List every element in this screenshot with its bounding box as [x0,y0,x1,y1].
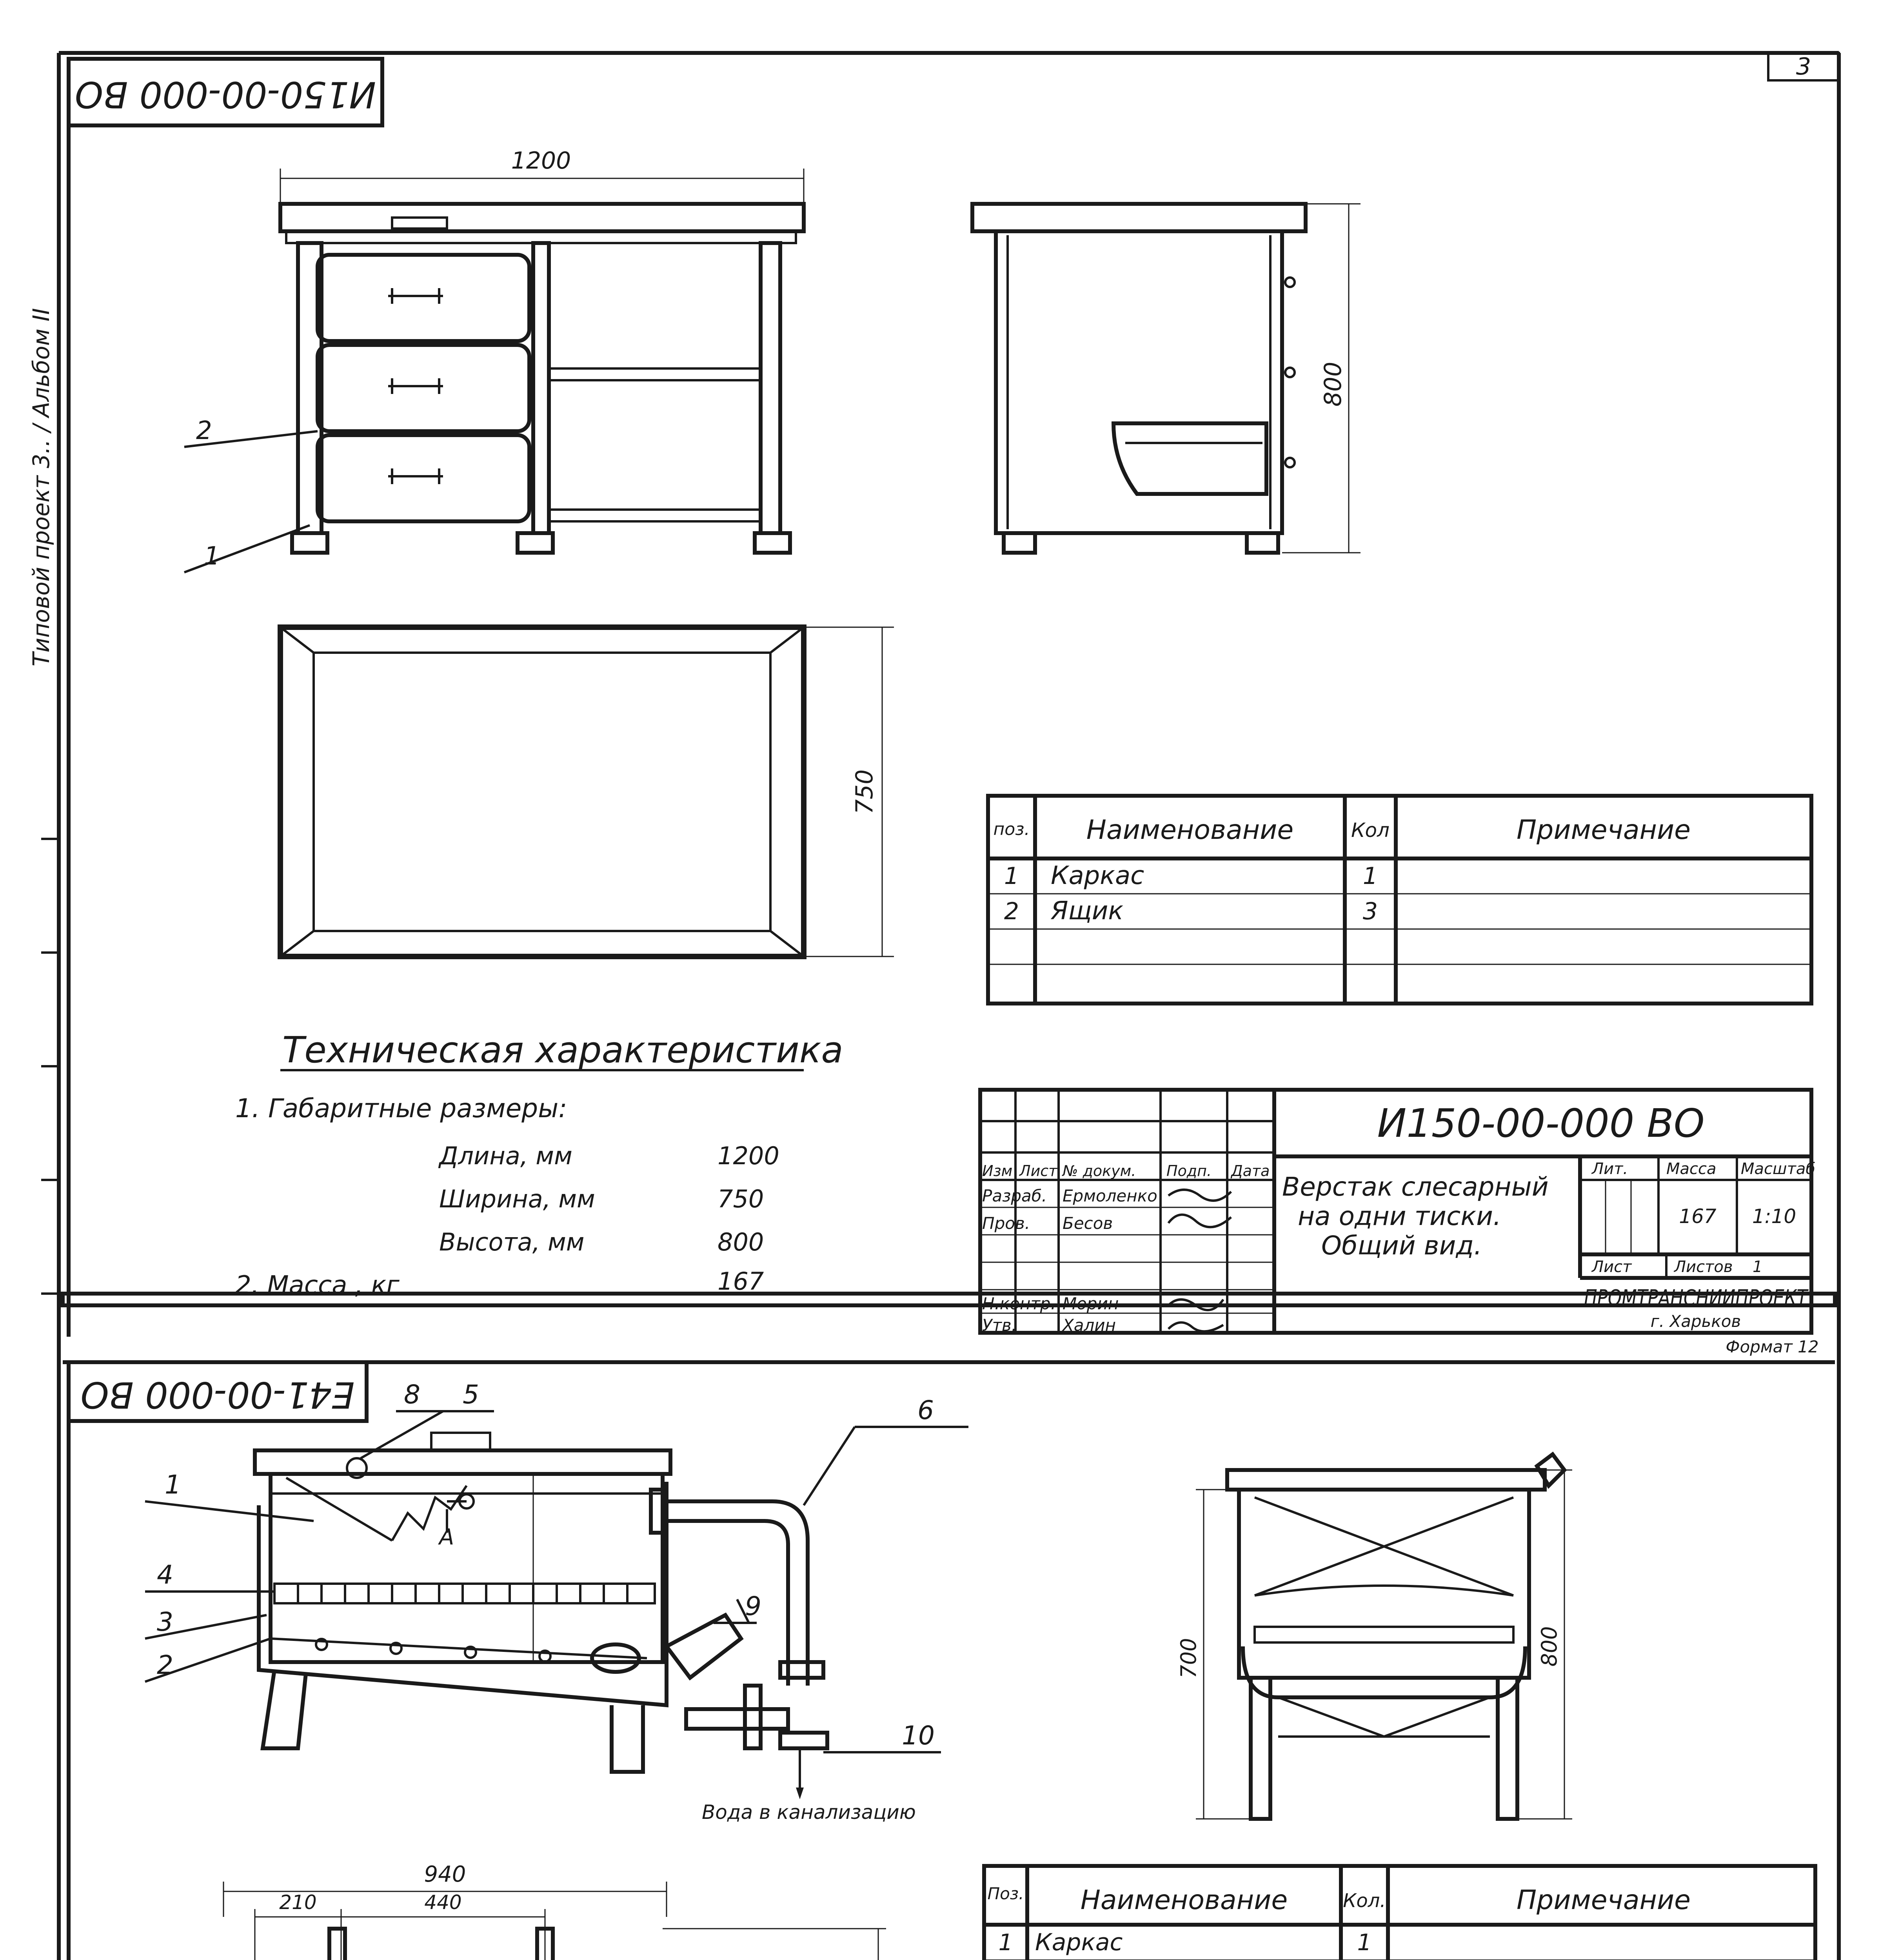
callout-1: 1 [204,542,220,571]
svg-text:9: 9 [745,1591,761,1621]
top-code-stamp [69,59,382,125]
svg-text:Общий вид.: Общий вид. [1321,1230,1482,1261]
svg-text:3: 3 [157,1607,173,1637]
svg-text:6: 6 [917,1395,934,1425]
svg-text:Н.контр.: Н.контр. [982,1294,1056,1313]
top-drawing [63,59,1835,1356]
svg-text:Поз.: Поз. [987,1884,1024,1903]
svg-text:1: 1 [1004,862,1019,890]
dim-width: 750 [851,769,878,815]
svg-text:Масса: Масса [1666,1160,1717,1178]
svg-text:800: 800 [1537,1626,1562,1667]
svg-text:5: 5 [463,1379,479,1410]
bottom-code-stamp [69,1362,367,1421]
svg-text:10: 10 [902,1720,935,1751]
svg-text:Разраб.: Разраб. [982,1186,1047,1205]
svg-text:Наименование: Наименование [1086,815,1294,846]
svg-text:Каркас: Каркас [1051,861,1144,890]
svg-text:1: 1 [165,1470,181,1500]
left-margin-ticks [41,839,59,1294]
svg-text:1. Габаритные размеры:: 1. Габаритные размеры: [235,1093,567,1123]
svg-text:Е41-00-000 ВО: Е41-00-000 ВО [80,1374,355,1416]
svg-text:Лист: Лист [1019,1162,1057,1180]
callout-2: 2 [196,416,212,445]
svg-text:г. Харьков: г. Харьков [1650,1312,1741,1331]
svg-text:Верстак слесарный: Верстак слесарный [1282,1172,1549,1202]
svg-text:ПРОМТРАНСНИИПРОЕКТ: ПРОМТРАНСНИИПРОЕКТ [1584,1285,1809,1311]
bottom-drawing [63,1362,1835,1960]
svg-text:Кол.: Кол. [1343,1890,1386,1912]
workbench-front-view [184,147,804,572]
drawer-handle [388,468,443,484]
top-spec-table [988,796,1811,1004]
svg-text:Вода в канализацию: Вода в канализацию [702,1801,916,1824]
svg-text:И150-00-000 ВО: И150-00-000 ВО [74,73,376,116]
svg-text:Лист: Лист [1592,1258,1632,1276]
top-format-label: Формат 12 [1726,1337,1819,1356]
svg-text:210: 210 [279,1891,317,1914]
bottom-spec-table [984,1866,1815,1960]
svg-text:2. Масса , кг: 2. Масса , кг [235,1271,400,1300]
svg-text:Длина, мм: Длина, мм [439,1142,572,1170]
top-doc-code: И150-00-000 ВО [1377,1100,1705,1146]
svg-text:800: 800 [717,1228,764,1256]
svg-text:на одни тиски.: на одни тиски. [1298,1201,1501,1231]
svg-text:Каркас: Каркас [1035,1929,1123,1956]
svg-text:Листов: Листов [1674,1258,1733,1276]
svg-text:поз.: поз. [993,819,1030,839]
svg-text:Масштаб: Масштаб [1741,1160,1816,1178]
svg-text:4: 4 [157,1560,173,1590]
bath-front-view [145,1379,968,1824]
svg-text:1: 1 [1753,1258,1763,1276]
workbench-side-view [972,204,1361,553]
svg-text:№ докум.: № докум. [1063,1162,1136,1180]
svg-text:8: 8 [404,1379,420,1410]
top-tech-characteristics [235,1029,843,1300]
svg-text:Кол: Кол [1351,819,1390,842]
bath-plan-view [205,1862,886,1960]
svg-text:3: 3 [1362,898,1378,925]
svg-text:Дата: Дата [1231,1162,1270,1180]
svg-text:Изм: Изм [982,1162,1013,1180]
svg-text:440: 440 [424,1891,462,1914]
svg-text:Наименование: Наименование [1080,1885,1288,1916]
svg-text:Лит.: Лит. [1592,1160,1628,1178]
svg-text:167: 167 [717,1267,764,1296]
svg-text:Морин: Морин [1063,1294,1119,1313]
drawer-handle [388,378,443,394]
svg-text:1200: 1200 [717,1142,779,1170]
svg-text:700: 700 [1176,1638,1201,1679]
svg-text:Пров.: Пров. [982,1214,1030,1233]
svg-text:1: 1 [998,1929,1013,1956]
svg-text:167: 167 [1679,1205,1717,1228]
svg-text:750: 750 [717,1185,764,1213]
svg-text:Примечание: Примечание [1517,1885,1691,1916]
svg-text:1: 1 [1362,862,1378,890]
top-title-block [980,1090,1815,1335]
workbench-top-view [280,627,894,956]
svg-text:Ящик: Ящик [1051,897,1123,926]
svg-text:Примечание: Примечание [1517,815,1691,846]
svg-text:2: 2 [157,1650,173,1680]
dim-length: 1200 [511,147,571,174]
svg-text:1: 1 [1357,1929,1372,1956]
svg-text:Ширина, мм: Ширина, мм [439,1185,595,1213]
section-a-marker: А [439,1524,454,1550]
svg-text:Утв.: Утв. [982,1316,1017,1335]
svg-text:Высота, мм: Высота, мм [439,1228,585,1256]
svg-text:2: 2 [1004,898,1019,925]
sheet-number: 3 [1796,53,1811,80]
svg-text:Халин: Халин [1063,1316,1116,1335]
bath-side-view [1176,1454,1572,1819]
dim-height: 800 [1319,361,1347,407]
svg-text:1:10: 1:10 [1752,1205,1796,1228]
svg-text:Подп.: Подп. [1166,1162,1212,1180]
left-margin-text: Типовой проект 3.. / Альбом II [28,308,54,666]
svg-text:Бесов: Бесов [1063,1214,1113,1233]
svg-text:940: 940 [424,1862,466,1887]
drawer-handle [388,288,443,304]
tech-title: Техническая характеристика [282,1029,843,1071]
svg-text:Ермоленко: Ермоленко [1063,1186,1157,1205]
